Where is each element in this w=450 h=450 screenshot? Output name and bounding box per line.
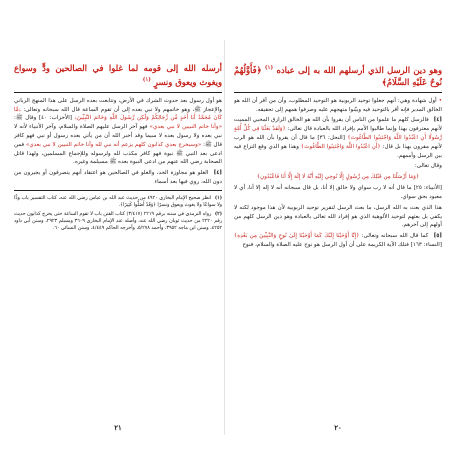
right-verse-4-ref: [النساء: ١٦٣] فتلك الآية الكريمة على أن أول الرسل هو نوح عليه الصلاة والسلام، فنوح bbox=[242, 241, 442, 248]
right-heading-note: (١) bbox=[264, 65, 274, 71]
left-heading-rule bbox=[14, 92, 222, 93]
right-item-5: [٥] كما قال الله سبحانه وتعالى: ﴿إِنَّا أَوْحَيْنَا إِلَيْكَ كَمَا أَوْحَيْنَا إِلَىٰ نُوحٍ وَالنَّبِيِّينَ مِن بَعْدِهِ﴾ [النساء: ١٦٣] فتلك الآية الكريمة على أن أول الرسل هو نوح عليه الصلاة والسلام، فنوح bbox=[234, 233, 442, 248]
left-footnote-2: (٢) رواه الترمذي في سننه برقم ٢٢١٩ (٣/٤١٧) كتاب الفتن باب لا تقوم الساعة حتى يخرج كذابون حديث رقم ٢٢٢٠ من حديث ثوبان رضي الله عنه، وأصله عند الإمام البخاري ٣٦٠٩ ومسلم ٢٩٢٣، وسنن أبي داود ٤٢٥٢، وسنن ابن ماجه ٣٩٥٢، وأحمد ٥/٢٧٨، وأخرجه الحاكم ٤/٤٤٩، وسنن النسائي ٦٠. bbox=[14, 210, 222, 232]
bullet-icon: • bbox=[438, 97, 442, 104]
right-page-heading: وهو دين الرسل الذي أرسلهم الله به إلى عباده $^{(١)}$ ﴿فَأَوَّلُهُمْ نُوحٌ عَلَيْهِ السَّلَامُ﴾ bbox=[234, 64, 442, 87]
left-verse-1-ref: [الأحزاب: ٤٠] وقال ﷺ: bbox=[14, 115, 72, 122]
left-page-number: ٢١ bbox=[114, 423, 122, 432]
right-heading-rule bbox=[234, 92, 442, 93]
right-item-4-number: [٤] bbox=[433, 117, 442, 124]
left-body-2: فمن ادعى بعد النبي ﷺ نبوة فهو كافر مكذب لله ولرسوله وللإجماع المسلمين، ولهذا قاتل الصحابة رضي الله عنهم من ادعى النبوة بعده ﷺ مسيلمة وغيره. bbox=[14, 141, 222, 166]
book-spine bbox=[224, 40, 225, 435]
right-verse-1: ﴿وَلَقَدْ بَعَثْنَا فِي كُلِّ أُمَّةٍ رَّسُولًا أَنِ اعْبُدُوا اللَّهَ وَاجْتَنِبُوا الطَّاغُوتَ﴾ bbox=[234, 126, 442, 141]
left-verse-1: ﴿مَّا كَانَ مُحَمَّدٌ أَبَا أَحَدٍ مِّن رِّجَالِكُمْ وَلَٰكِن رَّسُولَ اللَّهِ وَخَاتَمَ النَّبِيِّينَ﴾ bbox=[14, 106, 222, 122]
left-intro-paragraph: هو أول رسول بعد حدوث الشرك في الأرض، وتتابعت بعده الرسل على هذا المنهج الرباني والإعجاز ﷺ، وهو خاتمهم ولا نبي بعده إلى أن تقوم الساعة قال الله سبحانه وتعالى: ﴿مَّا كَانَ مُحَمَّدٌ أَبَا أَحَدٍ مِّن رِّجَالِكُمْ وَلَٰكِن رَّسُولَ اللَّهِ وَخَاتَمَ النَّبِيِّينَ﴾ [الأحزاب: ٤٠] وقال ﷺ: «وأنا خاتم النبيين لا نبي بعدي» فهو آخر الرسل عليهم الصلاة والسلام، وآخر الأنبياء لأنه لا نبي بعده ولا رسول بعده لا سيما وقد أخبر الله أن من يأتي بعده رسول أو نبي فهو كافر قال ﷺ: «وسيخرج بعدي كذابون كلهم يزعم أنه نبي لله وأنا خاتم النبيين لا نبي بعدي» فمن ادعى بعد النبي ﷺ نبوة فهو كافر مكذب لله ولرسوله وللإجماع المسلمين، ولهذا قاتل الصحابة رضي الله عنهم من ادعى النبوة بعده ﷺ مسيلمة وغيره. bbox=[14, 97, 222, 166]
left-item-4: [٤] الغلو هو مجاوزة الحد، والغلو في الصالحين هو اعتقاد أنهم يتصرفون أو يجيرون من دون الله، روي فيها بعد أسماء bbox=[14, 170, 222, 185]
left-footnote-rule bbox=[14, 190, 222, 191]
left-footnote-1: (١) انظر صحيح الإمام البخاري ٤٩٢٠ من حديث عبد الله بن عباس رضي الله عنه، كتاب التفسير باب ودًّا ولا سواعًا ولا يغوث ويعوق ونسرًا ﴿وَقَدْ أَضَلُّوا كَثِيرًا﴾. bbox=[14, 194, 222, 209]
left-item-4-number: [٤] bbox=[213, 170, 222, 177]
left-hadith-2: «وسيخرج بعدي كذابون كلهم يزعم أنه نبي لله وأنا خاتم النبيين لا نبي بعدي» bbox=[26, 141, 202, 148]
right-item-1: • أول شهادة وهي: أنهم جعلوا توحيد الربوبية هو التوحيد المطلوب، وأن من أقر أن الله هو الخالق المدبر فإنه أقر بالتوحيد فيه وبيّنوا منهجهم عليه وصرفوا همهم إلى تحقيقه. bbox=[234, 97, 442, 113]
right-verse-1-ref: [النحل: ٣٦] ما قال أن يقروا بأن الله هو الرب لأنهم مقرون بهذا بل قال: bbox=[234, 134, 442, 150]
right-body-1: وقال تعالى: bbox=[414, 163, 442, 170]
right-page-number: ٢٠ bbox=[334, 423, 342, 432]
right-item-4: [٤] فالرسل كلهم ما علموا من الناس أن يقروا بأن الله هو الخالق الرازق المحيي المميت لأنهم معترفون بهذا وإنما طالبوا الأمم بإفراد الله بالعبادة قال تعالى: ﴿وَلَقَدْ بَعَثْنَا فِي كُلِّ أُمَّةٍ رَّسُولًا أَنِ اعْبُدُوا اللَّهَ وَاجْتَنِبُوا الطَّاغُوتَ﴾ [النحل: ٣٦] ما قال أن يقروا بأن الله هو الرب لأنهم مقرون بهذا بل قال: ﴿أَنِ اعْبُدُوا اللَّهَ وَاجْتَنِبُوا الطَّاغُوتَ﴾ وهذا هو الذي وقع النزاع فيه بين الرسل وأممهم. bbox=[234, 117, 442, 159]
right-body-2: هذا الذي بعث به الله الرسل، ما بعث الرسل لتقرير توحيد الربوبية لأن هذا موجود لكنه لا يكفي بل بعثهم لتوحيد الألوهية الذي هو إفراد الله تعالى بالعبادة وهو دين الرسل كلهم من أولهم إلى آخرهم. bbox=[234, 204, 442, 229]
right-verse-2-ref: وهذا هو الذي وقع النزاع فيه بين الرسل وأممهم. bbox=[234, 143, 442, 159]
left-hadith-1: «وأنا خاتم النبيين لا نبي بعدي» bbox=[149, 124, 222, 131]
right-verse-3: ﴿وَمَا أَرْسَلْنَا مِن قَبْلِكَ مِن رَّسُولٍ إِلَّا نُوحِي إِلَيْهِ أَنَّهُ لَا إِلَٰهَ إِلَّا أَنَا فَاعْبُدُونِ﴾ bbox=[256, 174, 420, 181]
page-right bbox=[234, 62, 442, 432]
right-verse-3-ref: [الأنبياء: ٢٥] ما قال أنه لا رب سواي ولا خالق إلا أنا، بل قال سبحانه أنه لا إله إلا أنا، أي لا معبود بحق سواي. bbox=[234, 185, 442, 200]
left-body-1: فهو آخر الرسل عليهم الصلاة والسلام، وآخر الأنبياء لأنه لا نبي بعده ولا رسول بعده لا سيما وقد أخبر الله أن من يأتي بعده رسول أو نبي فهو كافر قال ﷺ: bbox=[14, 124, 222, 148]
right-heading-verse: ﴿فَأَوَّلُهُمْ نُوحٌ عَلَيْهِ السَّلَامُ﴾ bbox=[234, 64, 442, 87]
left-page-heading: أرسله الله إلى قومه لما غلوا في الصالحين ودٍّ وسواع ويغوث ويعوق ونسرٍ $^{(١)}$ bbox=[14, 63, 222, 87]
right-verse-2: ﴿أَنِ اعْبُدُوا اللَّهَ وَاجْتَنِبُوا الطَّاغُوتَ﴾ bbox=[300, 143, 381, 150]
left-heading-note: (١) bbox=[142, 77, 151, 83]
right-item-5-number: [٥] bbox=[433, 233, 442, 240]
right-verse-4: ﴿إِنَّا أَوْحَيْنَا إِلَيْكَ كَمَا أَوْحَيْنَا إِلَىٰ نُوحٍ وَالنَّبِيِّينَ مِن بَعْدِهِ﴾ bbox=[234, 233, 360, 240]
page-left bbox=[14, 62, 222, 432]
